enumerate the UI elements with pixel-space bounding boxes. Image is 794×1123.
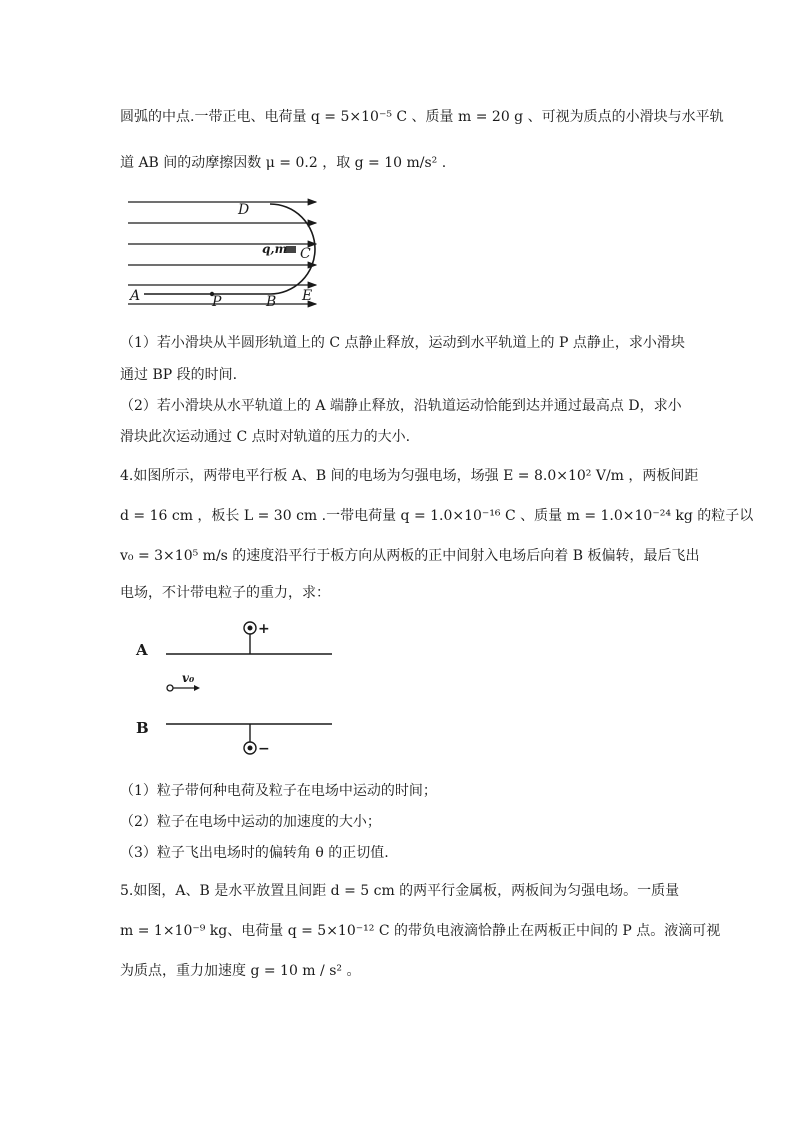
slider-block [286,246,296,253]
label-b: B [266,294,277,310]
q5-text-line-2: m = 1×10⁻⁹ kg、电荷量 q = 5×10⁻¹² C 的带负电液滴恰静止在两板正中间的 P 点。液滴可视 [120,923,721,939]
label-minus: − [258,741,270,757]
label-plate-b: B [136,719,149,737]
q3-sub1-line-1: （1）若小滑块从半圆形轨道上的 C 点静止释放，运动到水平轨道上的 P 点静止，求小滑块 [120,335,685,351]
label-e: E [302,288,313,304]
label-plus: + [258,621,270,637]
particle [167,685,173,691]
q3-text-line-1: 圆弧的中点.一带正电、电荷量 q = 5×10⁻⁵ C 、质量 m = 20 g 、可视为质点的小滑块与水平轨 [120,109,724,125]
label-a: A [130,288,141,304]
q5-text-line-3: 为质点，重力加速度 g = 10 m / s² 。 [120,963,361,979]
q3-track-figure [120,192,330,312]
q3-sub2-line-2: 滑块此次运动通过 C 点时对轨道的压力的大小. [120,429,411,445]
label-p: P [212,294,222,310]
q4-plates-figure [130,616,340,764]
label-c: C [300,246,311,262]
q3-text-line-2: 道 AB 间的动摩擦因数 μ = 0.2 ，取 g = 10 m/s² . [120,155,447,171]
q4-sub3: （3）粒子飞出电场时的偏转角 θ 的正切值. [120,845,389,861]
label-qm: q,m [262,242,288,256]
label-v0: v₀ [182,671,195,685]
q5-text-line-1: 5.如图，A、B 是水平放置且间距 d = 5 cm 的两平行金属板，两板间为匀强电场。一质量 [120,883,680,899]
q4-text-line-1: 4.如图所示，两带电平行板 A、B 间的电场为匀强电场，场强 E = 8.0×10² V/m ，两板间距 [120,468,699,484]
q4-text-line-3: v₀ = 3×10⁵ m/s 的速度沿平行于板方向从两板的正中间射入电场后向着 B 板偏转，最后飞出 [120,548,700,564]
label-d: D [238,202,250,218]
q3-sub1-line-2: 通过 BP 段的时间. [120,367,238,383]
velocity-arrow-icon [194,685,200,691]
q4-sub1: （1）粒子带何种电荷及粒子在电场中运动的时间； [120,783,437,799]
label-plate-a: A [136,641,148,659]
q4-text-line-4: 电场，不计带电粒子的重力，求： [120,585,330,601]
q3-sub2-line-1: （2）若小滑块从水平轨道上的 A 端静止释放，沿轨道运动恰能到达并通过最高点 D，求小 [120,398,682,414]
q4-sub2: （2）粒子在电场中运动的加速度的大小； [120,814,381,830]
q4-text-line-2: d = 16 cm ，板长 L = 30 cm .一带电荷量 q = 1.0×10⁻¹⁶ C 、质量 m = 1.0×10⁻²⁴ kg 的粒子以 [120,508,754,524]
